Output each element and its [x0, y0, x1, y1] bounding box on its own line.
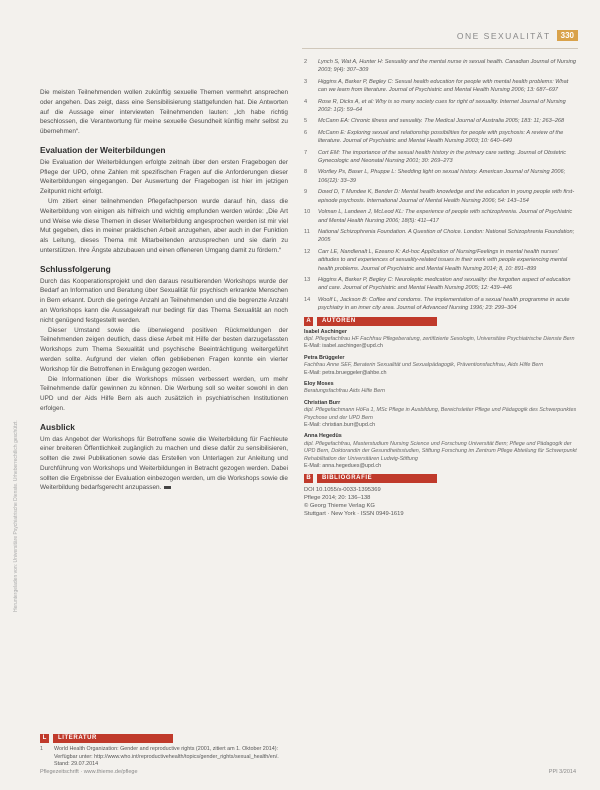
author-email: E-Mail: anna.hegedues@upd.ch — [304, 463, 382, 470]
outlook-paragraph — [40, 435, 288, 494]
author-desc: dipl. Pflegefachfrau, Masterstudium Nursing Science und Forschung Universität Bern; Pflege und Pädagogik der UPD Bern, Doktorandin der Gesundheitsstudien, Stiftung Forschung im Zentrum Pflege Abteilung für Schwerpunkt Rehabilitation der Universitären Ludwig-Stiftung — [304, 440, 577, 462]
doi-line: DOI 10.1055/s-0033-1395369 — [304, 487, 381, 494]
literature-ref — [40, 746, 288, 769]
ref-number: 8 — [304, 169, 308, 176]
running-title: ONE SEXUALITÄT — [456, 30, 551, 41]
author-name: Christian Burr — [304, 399, 341, 406]
conclusion-heading: Schlussfolgerung — [40, 263, 111, 274]
ref-number: 12 — [304, 248, 311, 255]
author-name: Petra Brüggeler — [304, 354, 345, 361]
ref-text: Higgins A, Barker P, Begley C: Sexual health education for people with mental health problems: What can we learn from literature. Journal of Psychiatric and Mental Health Nursing 2006; 13: 687–697 — [318, 78, 569, 94]
journal-line: Pflege 2014; 20: 136–138 — [304, 495, 371, 502]
ref-text: Volman L, Landeen J, McLeod KL: The experience of people with schizophrenia. Journal of Psychiatric and Mental Health Nursing 2006; 18(5): 411–417 — [318, 209, 573, 224]
ref-number: 4 — [304, 98, 308, 105]
literature-icon: L — [40, 734, 49, 743]
intro-paragraph: Die meisten Teilnehmenden wollen zukünftig sexuelle Themen vermehrt ansprechen oder angehen. Das zeigt, dass eine Sensibilisierung stattgefunden hat. Die Antworten auf die Aussage einer interviewten Teilnehmenden lauten: „Ich habe richtig beschlossen, die Verantwortung für meine sexuelle Gesundheit künftig mehr selbst zu übernehmen“. — [40, 89, 288, 136]
conclusion-paragraph-1: Durch das Kooperationsprojekt und den daraus resultierenden Workshops wurde der Bedarf an Information und Beratung über Sexualität für psychisch erkrankte Menschen in Bern erkannt. Durch die geringe Anzahl an Teilnehmenden und die begrenzte Anzahl an Workshops kann die Aussagekraft nur bedingt für das Thema Sexualität an noch nicht genügend festgestellt werden. — [40, 277, 288, 324]
ref-text: Woolf L, Jackson B: Coffee and condoms. The implementation of a sexual health programme in acute psychiatry in an inner city area. Journal of Advanced Nursing 1996; 23: 299–304 — [318, 296, 570, 312]
authors-box — [304, 317, 578, 471]
reference-item — [304, 248, 578, 273]
footer-left: Pflegezeitschrift · www.thieme.de/pflege — [40, 769, 138, 775]
end-of-article-mark — [164, 486, 171, 489]
author-desc: dipl. Pflegefachmann HöFa 1, MSc Pflege in Ausbildung, Bereichsleiter Pflege und Pädagogik des Schwerpunktes Psychose und der UPD Bern — [304, 407, 577, 421]
ref-text: Carr LE, Nandlenalt L, Ezeano K: Ad-hoc Application of Nursing/Feelings in mental health nurses' attitudes to and experiences of sexuality-related issues in their work with people experiencing mental health problems. Journal of Psychiatric and Mental Health Nursing 2014; 8, 10: 891–899 — [318, 248, 568, 272]
ref-number: 5 — [304, 118, 308, 125]
conclusion-paragraph-2: Dieser Umstand sowie die überwiegend positiven Rückmeldungen der Teilnehmenden zeigen deutlich, dass diese Arbeit mit Hilfe der besten darzugefassten Workshops zum Thema Sexualität und psychische Beeinträchtigung weitergeführt werden sollte. Aufgrund der vielen offen gebliebenen Fragen konnte ein vierter Workshop für die Betroffenen in Erwägung gezogen werden. — [40, 326, 288, 373]
author-entry — [304, 400, 578, 430]
authors-icon: A — [304, 317, 313, 326]
evaluation-paragraph-2: Um zitiert einer teilnehmenden Pflegefachperson wurde darauf hin, dass die Weiterbildung von einigen als hilfreich und wichtig empfunden werden würde: „Die Art und Weise wie diese Themen in dieser Weiterbildung angesprochen werden ist mir viel Mut gegeben, dies in meiner praktischen Arbeit anzugehen, aber auch in der Funktion als Leitung, dieses Thema mit Mitarbeitenden anzusprechen und sie darin zu unterstützen. Ihre Ängste abzubauen und einen offeneren Umgang damit zu fördern.“ — [40, 197, 288, 254]
author-name: Eloy Moses — [304, 381, 334, 387]
bibliography-label: BIBLIOGRAFIE — [317, 474, 437, 483]
outlook-heading: Ausblick — [40, 421, 75, 432]
ref-number: 2 — [304, 59, 308, 65]
bibliography-box-header — [304, 474, 578, 483]
vertical-download-note: Heruntergeladen von: Universitäre Psychiatrische Dienste. Urheberrechtlich geschützt. — [13, 420, 19, 612]
footer-right: PPI 3/2014 — [548, 769, 576, 775]
author-email: E-Mail: isabel.aschinger@upd.ch — [304, 343, 383, 350]
ref-number: 9 — [304, 189, 308, 196]
ref-text: Lynch S, Wat A, Hunter H: Sexuality and the mental nurse in sexual health. Canadian Journal of Nursing 2003; 9(4): 307–309 — [318, 59, 576, 74]
authors-box-header — [304, 317, 578, 326]
ref-number: 7 — [304, 149, 308, 156]
ref-text: Cort EM: The importance of the sexual health history in the primary care setting. Journal of Obstetric Gynecologic and Neonatal Nursing 2001; 30: 269–273 — [318, 149, 567, 165]
issn-line: Stuttgart · New York · ISSN 0949-1619 — [304, 511, 404, 518]
copyright-line: © Georg Thieme Verlag KG — [304, 503, 375, 510]
author-entry — [304, 355, 578, 377]
author-desc: dipl. Pflegefachfrau HF Fachfrau Pflegeberatung, zertifizierte Sexologin, Universitäre Psychiatrische Dienste Bern — [304, 335, 575, 342]
reference-list — [304, 58, 578, 313]
ref-text: Higgins A, Barker P, Begley C: Neuroleptic medication and sexuality: the forgotten aspect of education and care. Journal of Psychiatric and Mental Health Nursing 2005; 12: 439–446 — [318, 276, 571, 292]
ref-number: 1 — [40, 746, 43, 752]
ref-text: McCann EA: Chronic illness and sexuality. The Medical Journal of Australia 2005; 183: 11; 263–268 — [318, 118, 565, 125]
evaluation-heading: Evaluation der Weiterbildungen — [40, 144, 166, 155]
right-column — [304, 58, 578, 518]
ref-text: Rose R, Dicks A, et al: Why is so many society cues for right of sexuality. Internet Journal of Nursing 2002: 1(2): 59–64 — [318, 98, 566, 114]
literature-box — [40, 730, 288, 772]
page-number-badge: 330 — [557, 30, 578, 41]
ref-text: Dowd D, T Mundee K, Bender D: Mental health knowledge and the education in young people with first-episode psychosis. International Journal of Mental Health Nursing 2006; 54: 143–154 — [318, 189, 575, 204]
author-name: Anna Hegedüs — [304, 433, 342, 440]
reference-item — [304, 78, 578, 95]
authors-label: AUTOREN — [317, 317, 437, 326]
ref-number: 14 — [304, 296, 311, 303]
ref-text: National Schizophrenia Foundation. A Question of Choice. London: National Schizophrenia Foundation; 2005 — [318, 228, 575, 244]
reference-item — [304, 98, 578, 115]
reference-item — [304, 168, 578, 185]
ref-number: 6 — [304, 129, 308, 136]
author-entry — [304, 433, 578, 470]
literature-label: LITERATUR — [53, 734, 173, 743]
bibliography-box — [304, 474, 578, 518]
author-desc: Fachfrau Anne SEF, Beraterin Sexualität und Sexualpädagogik, Präventionsfachfrau, Aids Hilfe Bern — [304, 362, 544, 369]
left-column — [40, 88, 288, 493]
literature-box-header — [40, 734, 288, 743]
header-rule — [302, 48, 578, 49]
ref-number: 10 — [304, 209, 311, 216]
author-email: E-Mail: christian.burr@upd.ch — [304, 422, 376, 429]
author-name: Isabel Aschinger — [304, 328, 347, 335]
author-desc: Beratungsfachfrau Aids Hilfe Bern — [304, 388, 386, 395]
reference-item — [304, 188, 578, 205]
reference-item — [304, 58, 578, 75]
ref-number: 3 — [304, 78, 308, 85]
bibliography-icon: B — [304, 474, 313, 483]
author-entry — [304, 381, 578, 396]
author-email: E-Mail: petra.brueggeler@ahbe.ch — [304, 369, 387, 376]
reference-item — [304, 129, 578, 146]
ref-text: World Health Organization: Gender and reproductive rights (2001, zitiert am 1. Oktober 2014): Verfügbar unter: http://www.who.int/reproductivehealth/topics/gender_rights/sexual_health/en/. Stand: 29.07.2014 — [54, 746, 279, 768]
outlook-paragraph-text: Um das Angebot der Workshops für Betroffene sowie die Weiterbildung für Fachleute einer breiteren Öffentlichkeit zugänglich zu machen und diese dafür zu sensibilisieren, sollten die zwei Publikationen sowie das Erstellen von Unterlagen zur Anleitung und Durchführung von Workshops und Weiterbildungen in Betracht gezogen werden. Dabei sollten die Ergebnisse der Evaluation einbezogen werden, um die Workshops sowie die Weiterbildung bedarfsgerecht anzupassen. — [40, 435, 288, 492]
reference-item — [304, 228, 578, 245]
ref-number: 13 — [304, 276, 311, 283]
ref-number: 11 — [304, 228, 310, 235]
reference-item — [304, 149, 578, 166]
ref-text: McCann E: Exploring sexual and relationship possibilities for people with psychosis: A review of the literature. Journal of Psychiatric and Mental Health Nursing 2003; 10: 640–649 — [318, 129, 564, 145]
reference-item — [304, 296, 578, 313]
running-header — [457, 30, 578, 41]
evaluation-paragraph-1: Die Evaluation der Weiterbildungen erfolgte zeitnah über den ersten Fragebogen der Pflege der UPD, ohne Zahlen mit spezifischen Fragen auf die Anforderungen dieser Weiterbildungen eingegangen. Der Auswertung der Fragebogen ist hier im jetzigen Zeitpunkt nicht erfolgt. — [40, 158, 288, 196]
author-entry — [304, 329, 578, 351]
reference-item — [304, 117, 578, 125]
reference-item — [304, 276, 578, 293]
ref-text: Wortley Ps, Baser L, Phuppe L: Shedding light on sexual history. American Journal of Nursing 2006; 106(12): 33–39 — [318, 169, 566, 184]
conclusion-paragraph-3: Die Informationen über die Workshops müssen verbessert werden, um mehr Teilnehmende dafür gewinnen zu können. Die Werbung soll so weiter sowohl in den UPD und der Aids Hilfe Bern als auch zusätzlich in psychiatrischen Institutionen erfolgen. — [40, 375, 288, 412]
reference-item — [304, 208, 578, 225]
